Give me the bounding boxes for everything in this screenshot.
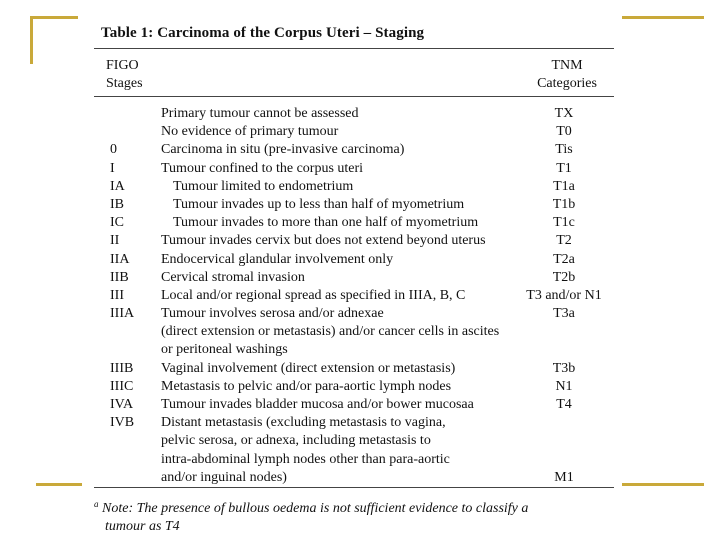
tnm-category-cell: T2 bbox=[556, 233, 572, 249]
table-row bbox=[94, 251, 614, 269]
figo-header-line2: Stages bbox=[106, 76, 143, 91]
figo-stage-cell: I bbox=[110, 160, 115, 176]
description-cell bbox=[161, 141, 404, 159]
table-row bbox=[94, 196, 614, 214]
figo-header-line1: FIGO bbox=[106, 58, 139, 73]
description-cell bbox=[161, 360, 455, 378]
description-cell bbox=[173, 178, 353, 196]
figo-stage-cell: IIB bbox=[110, 269, 129, 285]
tnm-category-cell: T3b bbox=[552, 360, 576, 376]
tnm-category-cell: T2b bbox=[552, 269, 576, 285]
description-cell bbox=[161, 232, 486, 250]
tnm-category-cell: TX bbox=[554, 106, 574, 121]
figo-stage-cell: II bbox=[110, 233, 120, 249]
figo-stage-cell: IC bbox=[110, 215, 124, 231]
description-line: Tumour involves serosa and/or adnexae bbox=[161, 306, 384, 322]
tnm-category-cell: T1c bbox=[553, 215, 575, 231]
table-row bbox=[94, 287, 614, 305]
description-line: pelvic serosa, or adnexa, including metastasis to bbox=[161, 433, 431, 449]
description-line: Local and/or regional spread as specified in IIIA, B, C bbox=[161, 287, 466, 303]
footnote-text-line1: Note: The presence of bullous oedema is not sufficient evidence to classify a bbox=[102, 501, 529, 516]
description-line: Vaginal involvement (direct extension or metastasis) bbox=[161, 360, 456, 376]
description-line: Primary tumour cannot be assessed bbox=[161, 106, 359, 121]
table-row bbox=[94, 396, 614, 414]
description-cell bbox=[161, 396, 474, 414]
tnm-category-cell: T3 and/or N1 bbox=[526, 287, 602, 303]
description-cell bbox=[161, 160, 363, 178]
footnote-line1 bbox=[94, 495, 614, 518]
figo-stage-cell: III bbox=[110, 287, 124, 303]
description-line: or peritoneal washings bbox=[161, 342, 288, 358]
table-row bbox=[94, 214, 614, 232]
tnm-category-cell: N1 bbox=[555, 378, 573, 394]
table-row bbox=[94, 269, 614, 287]
figo-stage-cell: IA bbox=[110, 178, 125, 194]
footnote-text-line2: tumour as T4 bbox=[105, 519, 180, 534]
description-line: Tumour invades up to less than half of myometrium bbox=[173, 196, 465, 212]
table-top-rule bbox=[94, 48, 614, 49]
description-cell bbox=[161, 269, 305, 287]
tnm-header-line1: TNM bbox=[551, 58, 583, 73]
tnm-category-cell: M1 bbox=[554, 469, 574, 485]
tnm-category-cell: T2a bbox=[553, 251, 575, 267]
tnm-header-line2: Categories bbox=[537, 76, 597, 91]
table-row bbox=[94, 178, 614, 196]
tnm-category-cell: T1b bbox=[552, 196, 576, 212]
table-body bbox=[94, 105, 614, 487]
table-row bbox=[94, 141, 614, 159]
description-cell bbox=[161, 305, 499, 360]
description-line: Tumour invades bladder mucosa and/or bower mucosaa bbox=[161, 397, 474, 413]
tnm-category-cell: T1 bbox=[556, 160, 572, 176]
description-line: (direct extension or metastasis) and/or cancer cells in ascites bbox=[161, 324, 500, 340]
description-line: No evidence of primary tumour bbox=[161, 124, 339, 140]
decorative-corner-bar bbox=[30, 16, 33, 64]
figo-stage-cell: 0 bbox=[110, 142, 117, 158]
tnm-category-cell: T3a bbox=[553, 306, 575, 322]
decorative-corner-bar bbox=[36, 483, 82, 486]
description-line: Carcinoma in situ (pre-invasive carcinoma) bbox=[161, 142, 405, 158]
figo-stage-cell: IIA bbox=[110, 251, 130, 267]
description-line: Endocervical glandular involvement only bbox=[161, 251, 394, 267]
staging-table bbox=[94, 15, 614, 540]
description-line: Tumour invades to more than one half of myometrium bbox=[173, 215, 479, 231]
decorative-corner-bar bbox=[622, 16, 704, 19]
figo-stage-cell: IIIB bbox=[110, 360, 134, 376]
tnm-category-cell: T1a bbox=[553, 178, 575, 194]
decorative-corner-bar bbox=[30, 16, 78, 19]
description-cell bbox=[173, 196, 464, 214]
footnote-marker: a bbox=[94, 499, 99, 509]
description-cell bbox=[161, 251, 393, 269]
description-cell bbox=[161, 414, 450, 487]
table-row bbox=[94, 378, 614, 396]
figo-stages-header bbox=[106, 57, 143, 93]
table-row bbox=[94, 414, 614, 487]
tnm-category-cell: Tis bbox=[555, 142, 573, 158]
description-line: intra-abdominal lymph nodes other than para-aortic bbox=[161, 451, 450, 467]
description-line: Cervical stromal invasion bbox=[161, 269, 305, 285]
tnm-categories-header bbox=[534, 57, 600, 93]
tnm-category-cell: T0 bbox=[556, 124, 572, 140]
description-line: and/or inguinal nodes) bbox=[161, 469, 287, 485]
table-footnote bbox=[94, 495, 614, 536]
decorative-corner-bar bbox=[622, 483, 704, 486]
figo-stage-cell: IIIC bbox=[110, 378, 134, 394]
table-row bbox=[94, 360, 614, 378]
figo-stage-cell: IB bbox=[110, 196, 124, 212]
table-bottom-rule bbox=[94, 487, 614, 488]
description-cell bbox=[161, 123, 338, 141]
description-cell bbox=[161, 105, 359, 123]
table-row bbox=[94, 105, 614, 123]
description-cell bbox=[161, 287, 465, 305]
figo-stage-cell: IVB bbox=[110, 415, 135, 431]
description-cell bbox=[161, 378, 451, 396]
description-line: Distant metastasis (excluding metastasis to vagina, bbox=[161, 415, 446, 431]
table-row bbox=[94, 160, 614, 178]
description-line: Tumour confined to the corpus uteri bbox=[161, 160, 364, 176]
description-line: Metastasis to pelvic and/or para-aortic lymph nodes bbox=[161, 378, 452, 394]
table-row bbox=[94, 232, 614, 250]
table-title: Table 1: Carcinoma of the Corpus Uteri – Staging bbox=[101, 25, 425, 41]
figo-stage-cell: IIIA bbox=[110, 306, 135, 322]
table-row bbox=[94, 123, 614, 141]
tnm-category-cell: T4 bbox=[556, 397, 572, 413]
description-line: Tumour invades cervix but does not extend beyond uterus bbox=[161, 233, 486, 249]
figo-stage-cell: IVA bbox=[110, 397, 134, 413]
description-line: Tumour limited to endometrium bbox=[173, 178, 354, 194]
description-cell bbox=[173, 214, 478, 232]
header-divider-rule bbox=[94, 96, 614, 97]
table-row bbox=[94, 305, 614, 360]
